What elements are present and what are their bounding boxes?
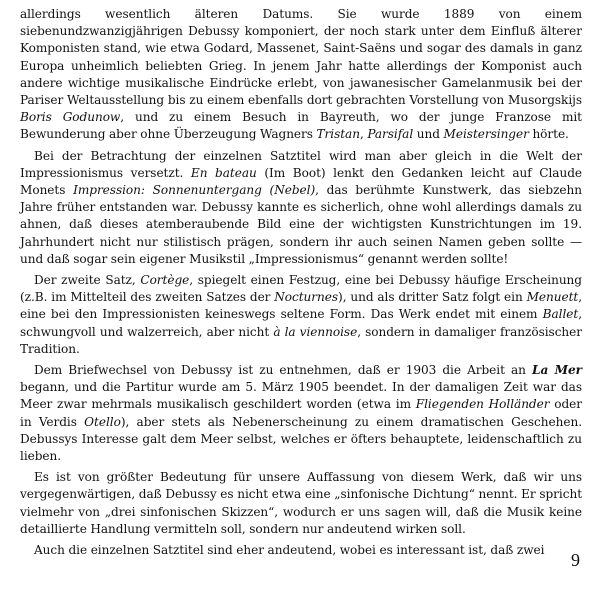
text-run: Fliegenden Holländer (415, 397, 550, 412)
text-run: Dem Briefwechsel von Debussy ist zu entnehmen, daß er 1903 die Arbeit an (34, 363, 532, 378)
text-run: begann, und die Partitur wurde am 5. März 1905 beendet. In der damaligen Zeit war das Meer zwar mehrmals musikalisch geschildert worden (etwa im (20, 380, 582, 412)
text-run: Meistersinger (443, 127, 529, 142)
text-run: Menuett (526, 290, 579, 305)
text-run: Nocturnes (274, 290, 339, 305)
text-run: , schwungvoll und walzerreich, aber nicht (20, 307, 582, 339)
text-run: Parsifal (367, 127, 414, 142)
document-page (20, 6, 582, 563)
text-run: ), und als dritter Satz folgt ein (338, 290, 527, 305)
text-run: , das berühmte Kunstwerk, das siebzehn Jahre früher entstanden war. Debussy kannte es sicherlich, ohne wohl allerdings damals zu ahnen, daß dieses atemberaubende Bild eine der wichtigsten Kunstrichtungen im 19. Jahrhundert nicht nur stilistisch prägen, sondern ihr auch seinen Namen geben sollte — und daß sogar sein eigener Musikstil „Impressionismus“ genannt werden sollte! (20, 183, 582, 266)
text-run: hörte. (528, 127, 569, 142)
text-run: Bei der Betrachtung der einzelnen Satztitel wird man aber gleich in die Welt der Impressionismus versetzt. (20, 148, 582, 180)
text-run: En bateau (190, 165, 257, 180)
text-run: , sondern in damaliger französischer Tradition. (20, 324, 582, 356)
text-run: , spiegelt einen Festzug, eine bei Debussy häufige Erscheinung (z.B. im Mittelteil des zweiten Satzes der (20, 273, 582, 305)
text-run: , und zu einem Besuch in Bayreuth, wo der junge Franzose mit Bewunderung aber ohne Überzeugung Wagners (20, 110, 582, 142)
page-number: 9 (571, 550, 580, 570)
paragraph-1 (20, 6, 582, 144)
text-run: , (359, 127, 368, 142)
text-run: Ballet (542, 307, 579, 322)
paragraph-4 (20, 362, 582, 465)
text-run: ), aber stets als Nebenerscheinung zu einem dramatischen Geschehen. Debussys Interesse galt dem Meer selbst, welches er öfters behauptete, leidenschaftlich zu lieben. (20, 414, 582, 464)
paragraph-2 (20, 148, 582, 268)
text-run: oder in Verdis (20, 397, 582, 429)
text-run: Boris Godunow (20, 110, 121, 125)
text-run: Otello (84, 414, 121, 429)
text-run: und (413, 127, 444, 142)
text-run: La Mer (531, 363, 582, 378)
paragraph-6 (20, 542, 582, 559)
text-run: , eine bei den Impressionisten keineswegs seltene Form. Das Werk endet mit einem (20, 290, 583, 322)
text-run: à la viennoise (273, 324, 358, 339)
text-run: Es ist von größter Bedeutung für unsere Auffassung von diesem Werk, daß wir uns vergegenwärtigen, daß Debussy es nicht etwa eine „sinfonische Dichtung“ nennt. Er spricht vielmehr von „drei sinfonischen Skizzen“, wodurch er uns sagen will, daß die Musik keine detaillierte Handlung vermitteln soll, sondern nur andeutend wirken soll. (20, 470, 582, 536)
text-run: Impression: Sonnenuntergang (Nebel) (73, 183, 316, 198)
text-run: allerdings wesentlich älteren Datums. Sie wurde 1889 von einem siebenundzwanzigjährigen Debussy komponiert, der noch stark unter dem Einfluß älterer Komponisten stand, wie etwa Godard, Massenet, Saint-Saëns und sogar des damals in ganz Europa unheimlich beliebten Grieg. In jenem Jahr hatte allerdings der Komponist auch andere wichtige musikalische Eindrücke erlebt, von jawanesischer Gamelanmusik bei der Pariser Weltausstellung bis zu einem ebenfalls dort gebrachten Vorstellung von Musorgskijs (20, 7, 582, 108)
text-run: Cortège (140, 273, 190, 288)
paragraph-3 (20, 272, 582, 358)
text-run: Auch die einzelnen Satztitel sind eher andeutend, wobei es interessant ist, daß zwei (34, 543, 545, 558)
text-run: (Im Boot) lenkt den Gedanken leicht auf Claude Monets (20, 165, 583, 198)
paragraph-5 (20, 469, 582, 538)
text-run: Tristan (316, 127, 360, 142)
text-run: Der zweite Satz, (34, 273, 141, 288)
